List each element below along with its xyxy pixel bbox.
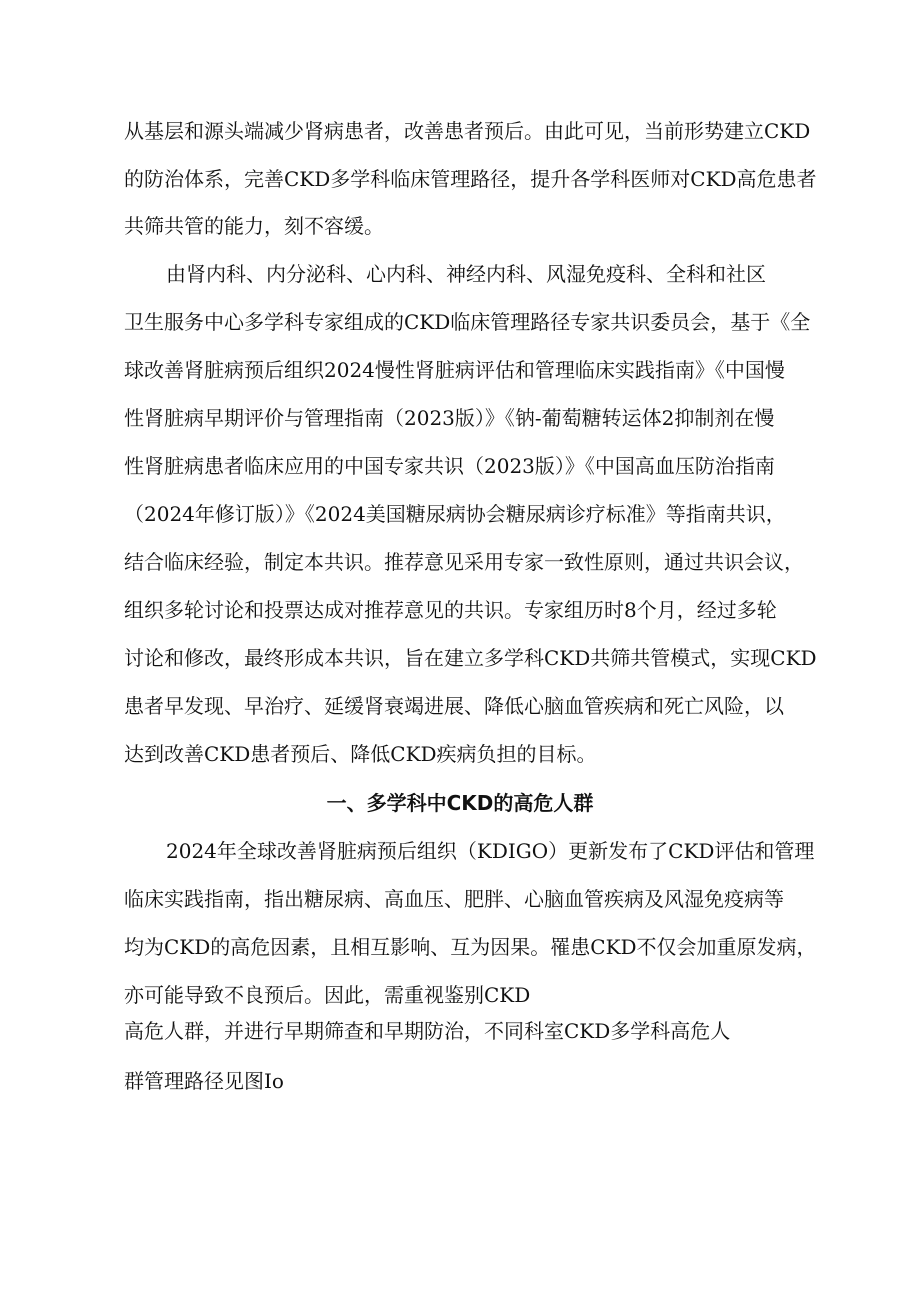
text-line: 从基层和源头端减少肾病患者，改善患者预后。由此可见，当前形势建立CKD bbox=[124, 119, 811, 143]
text-line: 性肾脏病早期评价与管理指南（2023版）》《钠-葡萄糖转运体2抑制剂在慢 bbox=[124, 406, 775, 430]
text-line: 组织多轮讨论和投票达成对推荐意见的共识。专家组历时8个月，经过多轮 bbox=[124, 598, 777, 622]
text-line: 达到改善CKD患者预后、降低CKD疾病负担的目标。 bbox=[124, 742, 597, 766]
text-line: 结合临床经验，制定本共识。推荐意见采用专家一致性原则，通过共识会议， bbox=[124, 550, 804, 574]
text-line: 共筛共管的能力，刻不容缓。 bbox=[124, 214, 384, 238]
text-line: 球改善肾脏病预后组织2024慢性肾脏病评估和管理临床实践指南》《中国慢 bbox=[124, 358, 785, 382]
text-line: 患者早发现、早治疗、延缓肾衰竭进展、降低心脑血管疾病和死亡风险，以 bbox=[124, 694, 784, 718]
text-line: 讨论和修改，最终形成本共识，旨在建立多学科CKD共筛共管模式，实现CKD bbox=[124, 646, 817, 670]
text-line: 卫生服务中心多学科专家组成的CKD临床管理路径专家共识委员会，基于《全 bbox=[124, 310, 811, 334]
text-line: 2024年全球改善肾脏病预后组织（KDIGO）更新发布了CKD评估和管理 bbox=[166, 839, 815, 863]
text-line: 临床实践指南，指出糖尿病、高血压、肥胖、心脑血管疾病及风湿免疫病等 bbox=[124, 887, 784, 911]
text-line: 均为CKD的高危因素，且相互影响、互为因果。罹患CKD不仅会加重原发病， bbox=[124, 935, 817, 959]
text-line: 的防治体系，完善CKD多学科临床管理路径，提升各学科医师对CKD高危患者 bbox=[124, 167, 817, 191]
text-line: 亦可能导致不良预后。因此，需重视鉴别CKD bbox=[124, 983, 531, 1007]
text-line: （2024年修订版）》《2024美国糖尿病协会糖尿病诊疗标准》等指南共识， bbox=[124, 502, 786, 526]
section-heading: 一、多学科中CKD的高危人群 bbox=[326, 791, 594, 815]
text-line: 高危人群，并进行早期筛查和早期防治，不同科室CKD多学科高危人 bbox=[124, 1019, 731, 1043]
text-line: 性肾脏病患者临床应用的中国专家共识（2023版）》《中国高血压防治指南 bbox=[124, 454, 775, 478]
text-line: 由肾内科、内分泌科、心内科、神经内科、风湿免疫科、全科和社区 bbox=[166, 262, 766, 286]
text-line: 群管理路径见图Io bbox=[124, 1069, 284, 1093]
